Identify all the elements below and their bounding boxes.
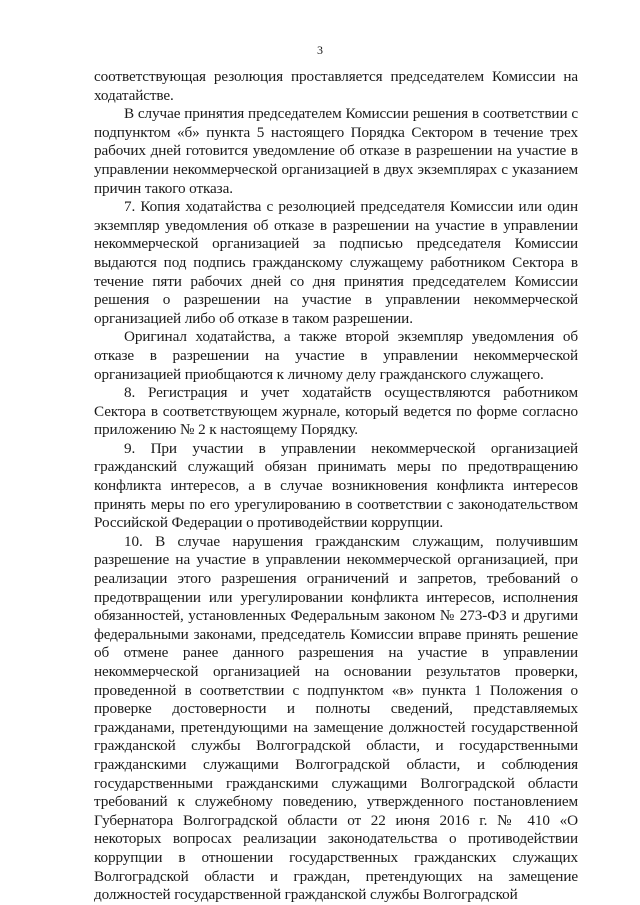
document-body [94, 68, 578, 905]
paragraph-continuation: соответствующая резолюция проставляется председателем Комиссии на ходатайстве. [94, 68, 578, 104]
paragraph-refusal-notice: В случае принятия председателем Комиссии решения в соответствии с подпунктом «б» пункта 5 настоящего Порядка Сектором в течение трех рабочих дней готовится уведомление об отказе в разрешении на участие в управлении некоммерческой организацией в двух экземплярах с указанием причин такого отказа. [94, 105, 578, 197]
page-number: 3 [317, 43, 323, 57]
paragraph-original-petition: Оригинал ходатайства, а также второй экземпляр уведомления об отказе в разрешении на участие в управлении некоммерческой организацией приобщаются к личному делу гражданского служащего. [94, 328, 578, 383]
paragraph-item-7: 7. Копия ходатайства с резолюцией председателя Комиссии или один экземпляр уведомления об отказе в разрешении на участие в управлении некоммерческой организацией за подписью председателя Комиссии выдаются под подпись гражданскому служащему работником Сектора в течение пяти рабочих дней со дня принятия председателем Комиссии решения о разрешении на участие в управлении некоммерческой организацией либо об отказе в таком разрешении. [94, 198, 578, 327]
paragraph-item-10: 10. В случае нарушения гражданским служащим, получившим разрешение на участие в управлении некоммерческой организацией, при реализации этого разрешения ограничений и запретов, требований о предотвращении или урегулировании конфликта интересов, исполнения обязанностей, установленных Федеральным законом № 273-ФЗ и другими федеральными законами, председатель Комиссии вправе принять решение об отмене ранее данного разрешения на участие в управлении некоммерческой организацией на основании результатов проверки, проведенной в соответствии с подпунктом «в» пункта 1 Положения о проверке достоверности и полноты сведений, представляемых гражданами, претендующими на замещение должностей государственной гражданской службы Волгоградской области, и государственными гражданскими служащими Волгоградской области, и соблюдения государственными гражданскими служащими Волгоградской области требований к служебному поведению, утвержденного постановлением Губернатора Волгоградской области от 22 июня 2016 г. № 410 «О некоторых вопросах реализации законодательства о противодействии коррупции в отношении государственных гражданских служащих Волгоградской области и граждан, претендующих на замещение должностей государственной гражданской службы Волгоградской [94, 532, 578, 904]
paragraph-item-8: 8. Регистрация и учет ходатайств осуществляются работником Сектора в соответствующем журнале, который ведется по форме согласно приложению № 2 к настоящему Порядку. [94, 384, 578, 439]
paragraph-item-9: 9. При участии в управлении некоммерческой организацией гражданский служащий обязан принимать меры по предотвращению конфликта интересов, а в случае возникновения конфликта интересов принять меры по его урегулированию в соответствии с законодательством Российской Федерации о противодействии коррупции. [94, 439, 578, 532]
